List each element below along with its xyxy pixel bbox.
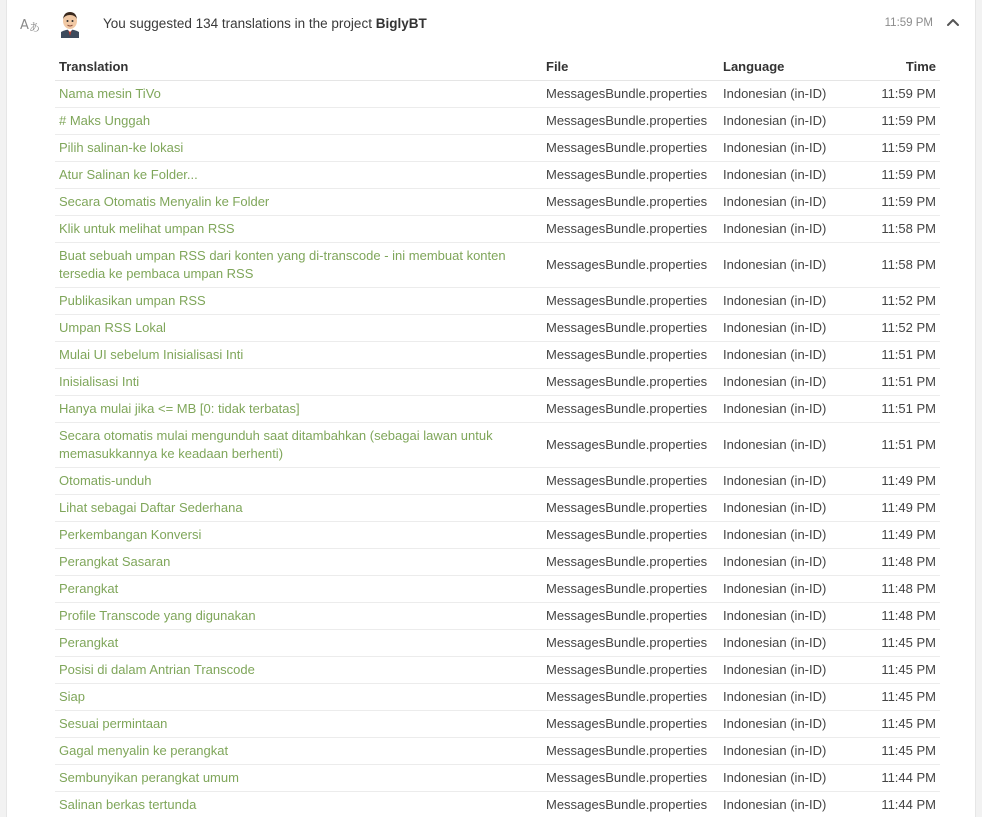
translation-cell: [55, 215, 542, 242]
time-cell: 11:49 PM: [849, 467, 940, 494]
file-cell: MessagesBundle.properties: [542, 548, 719, 575]
time-cell: 11:51 PM: [849, 395, 940, 422]
translation-cell: [55, 188, 542, 215]
language-cell: Indonesian (in-ID): [719, 341, 849, 368]
collapse-button[interactable]: [945, 14, 961, 30]
translation-cell: [55, 134, 542, 161]
activity-card: [6, 0, 976, 817]
file-cell: MessagesBundle.properties: [542, 395, 719, 422]
file-cell: MessagesBundle.properties: [542, 368, 719, 395]
language-cell: Indonesian (in-ID): [719, 467, 849, 494]
language-cell: Indonesian (in-ID): [719, 521, 849, 548]
table-row: [55, 683, 940, 710]
translation-cell: [55, 521, 542, 548]
language-cell: Indonesian (in-ID): [719, 161, 849, 188]
table-row: [55, 764, 940, 791]
time-cell: 11:58 PM: [849, 242, 940, 287]
table-row: [55, 656, 940, 683]
language-cell: Indonesian (in-ID): [719, 737, 849, 764]
time-cell: 11:48 PM: [849, 548, 940, 575]
table-row: [55, 242, 940, 287]
table-row: [55, 602, 940, 629]
column-header-language: Language: [719, 54, 849, 80]
translation-cell: [55, 314, 542, 341]
language-cell: Indonesian (in-ID): [719, 683, 849, 710]
translation-cell: [55, 548, 542, 575]
column-header-time: Time: [849, 54, 940, 80]
table-row: [55, 575, 940, 602]
activity-headline: [103, 16, 427, 31]
table-row: [55, 314, 940, 341]
translation-link[interactable]: Perangkat: [59, 634, 119, 650]
time-cell: 11:45 PM: [849, 710, 940, 737]
time-cell: 11:51 PM: [849, 422, 940, 467]
table-row: [55, 134, 940, 161]
translation-link[interactable]: Sesuai permintaan: [59, 715, 168, 731]
file-cell: MessagesBundle.properties: [542, 314, 719, 341]
translation-cell: [55, 710, 542, 737]
time-cell: 11:52 PM: [849, 314, 940, 341]
column-header-file: File: [542, 54, 719, 80]
language-cell: Indonesian (in-ID): [719, 80, 849, 107]
table-header-row: [55, 54, 940, 80]
language-cell: Indonesian (in-ID): [719, 629, 849, 656]
file-cell: MessagesBundle.properties: [542, 107, 719, 134]
table-row: [55, 215, 940, 242]
file-cell: MessagesBundle.properties: [542, 242, 719, 287]
translation-cell: [55, 791, 542, 817]
translation-cell: [55, 107, 542, 134]
language-cell: Indonesian (in-ID): [719, 107, 849, 134]
language-cell: Indonesian (in-ID): [719, 548, 849, 575]
table-row: [55, 791, 940, 817]
translation-link[interactable]: Umpan RSS Lokal: [59, 319, 166, 335]
translation-link[interactable]: Perangkat: [59, 580, 119, 596]
translation-cell: [55, 287, 542, 314]
time-cell: 11:59 PM: [849, 134, 940, 161]
time-cell: 11:59 PM: [849, 80, 940, 107]
table-row: [55, 107, 940, 134]
time-cell: 11:45 PM: [849, 629, 940, 656]
translation-cell: [55, 737, 542, 764]
column-header-translation: Translation: [55, 54, 542, 80]
translation-cell: [55, 161, 542, 188]
project-name[interactable]: BiglyBT: [375, 16, 427, 31]
translation-cell: [55, 764, 542, 791]
time-cell: 11:59 PM: [849, 188, 940, 215]
file-cell: MessagesBundle.properties: [542, 341, 719, 368]
table-row: [55, 161, 940, 188]
avatar[interactable]: [57, 10, 83, 38]
language-cell: Indonesian (in-ID): [719, 188, 849, 215]
translation-link[interactable]: Secara otomatis mulai mengunduh saat ditambahkan (sebagai lawan untuk memasukkannya ke keadaan berhenti): [59, 427, 493, 461]
file-cell: MessagesBundle.properties: [542, 422, 719, 467]
translation-cell: [55, 242, 542, 287]
table-row: [55, 188, 940, 215]
file-cell: MessagesBundle.properties: [542, 467, 719, 494]
translation-link[interactable]: # Maks Unggah: [59, 112, 151, 128]
language-cell: Indonesian (in-ID): [719, 395, 849, 422]
language-cell: Indonesian (in-ID): [719, 575, 849, 602]
translation-link[interactable]: Profile Transcode yang digunakan: [59, 607, 256, 623]
time-cell: 11:59 PM: [849, 161, 940, 188]
translation-cell: [55, 575, 542, 602]
translation-cell: [55, 494, 542, 521]
headline-text: You suggested 134 translations in the project: [103, 16, 376, 31]
language-cell: Indonesian (in-ID): [719, 287, 849, 314]
translation-cell: [55, 422, 542, 467]
time-cell: 11:49 PM: [849, 494, 940, 521]
time-cell: 11:51 PM: [849, 341, 940, 368]
language-cell: Indonesian (in-ID): [719, 710, 849, 737]
translation-link[interactable]: Pilih salinan-ke lokasi: [59, 139, 184, 155]
time-cell: 11:45 PM: [849, 737, 940, 764]
file-cell: MessagesBundle.properties: [542, 494, 719, 521]
file-cell: MessagesBundle.properties: [542, 215, 719, 242]
table-row: [55, 368, 940, 395]
language-cell: Indonesian (in-ID): [719, 656, 849, 683]
translation-link[interactable]: Posisi di dalam Antrian Transcode: [59, 661, 255, 677]
table-row: [55, 494, 940, 521]
language-cell: Indonesian (in-ID): [719, 314, 849, 341]
translation-cell: [55, 395, 542, 422]
time-cell: 11:52 PM: [849, 287, 940, 314]
file-cell: MessagesBundle.properties: [542, 161, 719, 188]
table-row: [55, 467, 940, 494]
translation-cell: [55, 683, 542, 710]
translation-link[interactable]: Nama mesin TiVo: [59, 85, 161, 101]
translation-link[interactable]: Perangkat Sasaran: [59, 553, 171, 569]
translation-link[interactable]: Publikasikan umpan RSS: [59, 292, 206, 308]
table-row: [55, 629, 940, 656]
file-cell: MessagesBundle.properties: [542, 629, 719, 656]
time-cell: 11:44 PM: [849, 764, 940, 791]
table-row: [55, 737, 940, 764]
translations-table-wrap: [55, 54, 940, 817]
time-cell: 11:45 PM: [849, 656, 940, 683]
translation-link[interactable]: Buat sebuah umpan RSS dari konten yang di-transcode - ini membuat konten tersedia ke pembaca umpan RSS: [59, 247, 506, 281]
translation-link[interactable]: Klik untuk melihat umpan RSS: [59, 220, 235, 236]
svg-text:あ: あ: [29, 21, 40, 34]
table-row: [55, 548, 940, 575]
translation-link[interactable]: Lihat sebagai Daftar Sederhana: [59, 499, 243, 515]
time-cell: 11:45 PM: [849, 683, 940, 710]
language-cell: Indonesian (in-ID): [719, 215, 849, 242]
svg-text:A: A: [20, 18, 29, 33]
language-cell: Indonesian (in-ID): [719, 791, 849, 817]
table-row: [55, 521, 940, 548]
time-cell: 11:49 PM: [849, 521, 940, 548]
file-cell: MessagesBundle.properties: [542, 683, 719, 710]
file-cell: MessagesBundle.properties: [542, 737, 719, 764]
translation-cell: [55, 656, 542, 683]
file-cell: MessagesBundle.properties: [542, 188, 719, 215]
translation-link[interactable]: Perkembangan Konversi: [59, 526, 202, 542]
activity-time: 11:59 PM: [884, 17, 933, 29]
file-cell: MessagesBundle.properties: [542, 710, 719, 737]
file-cell: MessagesBundle.properties: [542, 575, 719, 602]
time-cell: 11:48 PM: [849, 575, 940, 602]
translation-cell: [55, 341, 542, 368]
time-cell: 11:48 PM: [849, 602, 940, 629]
translation-link[interactable]: Atur Salinan ke Folder...: [59, 166, 198, 182]
translation-cell: [55, 602, 542, 629]
translation-link[interactable]: Secara Otomatis Menyalin ke Folder: [59, 193, 270, 209]
translation-cell: [55, 467, 542, 494]
translate-icon: [19, 14, 41, 36]
file-cell: MessagesBundle.properties: [542, 521, 719, 548]
time-cell: 11:51 PM: [849, 368, 940, 395]
time-cell: 11:59 PM: [849, 107, 940, 134]
time-cell: 11:58 PM: [849, 215, 940, 242]
table-row: [55, 341, 940, 368]
translation-cell: [55, 629, 542, 656]
table-row: [55, 422, 940, 467]
language-cell: Indonesian (in-ID): [719, 368, 849, 395]
translation-link[interactable]: Salinan berkas tertunda: [59, 796, 197, 812]
translation-link[interactable]: Sembunyikan perangkat umum: [59, 769, 239, 785]
translation-link[interactable]: Inisialisasi Inti: [59, 373, 140, 389]
file-cell: MessagesBundle.properties: [542, 764, 719, 791]
table-row: [55, 80, 940, 107]
translation-link[interactable]: Mulai UI sebelum Inisialisasi Inti: [59, 346, 244, 362]
file-cell: MessagesBundle.properties: [542, 602, 719, 629]
file-cell: MessagesBundle.properties: [542, 134, 719, 161]
language-cell: Indonesian (in-ID): [719, 422, 849, 467]
translation-cell: [55, 368, 542, 395]
language-cell: Indonesian (in-ID): [719, 242, 849, 287]
file-cell: MessagesBundle.properties: [542, 656, 719, 683]
language-cell: Indonesian (in-ID): [719, 602, 849, 629]
translation-cell: [55, 80, 542, 107]
file-cell: MessagesBundle.properties: [542, 287, 719, 314]
translation-link[interactable]: Gagal menyalin ke perangkat: [59, 742, 229, 758]
language-cell: Indonesian (in-ID): [719, 494, 849, 521]
language-cell: Indonesian (in-ID): [719, 134, 849, 161]
translations-table: [55, 54, 940, 817]
table-row: [55, 395, 940, 422]
translation-link[interactable]: Otomatis-unduh: [59, 472, 152, 488]
table-row: [55, 710, 940, 737]
translation-link[interactable]: Hanya mulai jika <= MB [0: tidak terbatas]: [59, 400, 300, 416]
time-cell: 11:44 PM: [849, 791, 940, 817]
language-cell: Indonesian (in-ID): [719, 764, 849, 791]
translation-link[interactable]: Siap: [59, 688, 86, 704]
chevron-up-icon: [945, 14, 961, 30]
file-cell: MessagesBundle.properties: [542, 791, 719, 817]
file-cell: MessagesBundle.properties: [542, 80, 719, 107]
table-row: [55, 287, 940, 314]
